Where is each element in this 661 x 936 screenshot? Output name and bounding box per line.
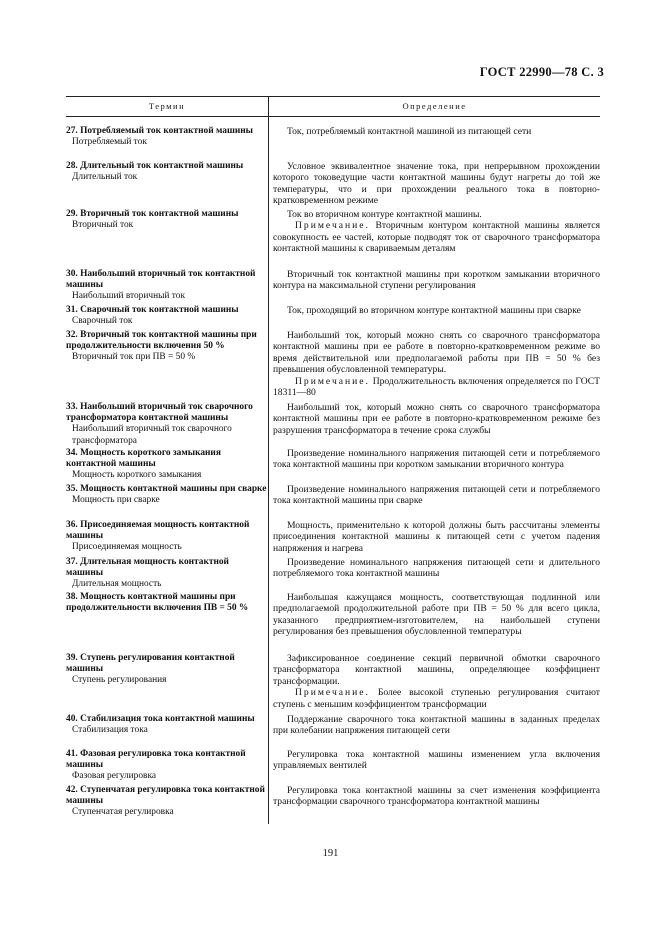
term-entry (66, 448, 267, 482)
definition-entry (273, 749, 600, 772)
term-name: 29. Вторичный ток контактной машины (66, 209, 239, 219)
term-name: 30. Наибольший вторичный ток контактной машины (66, 269, 256, 291)
term-entry (66, 714, 267, 736)
term-entry (66, 402, 267, 447)
definition-note (273, 376, 600, 399)
column-header-term: Термин (148, 101, 186, 111)
term-name: 39. Ступень регулирования контактной машины (66, 653, 235, 675)
term-short: Длительный ток (72, 172, 138, 183)
term-short: Сварочный ток (72, 316, 133, 327)
definition-text: Наибольшая кажущаяся мощность, соответствующая подлинной или предполагаемой продолжительной работе при ПВ = 50 % для всего цикла, указанного предприятием-изготовителем, на наибольшей ступени регулирования без превышения обусловленной температуры (273, 592, 600, 638)
definition-text: Мощность, применительно к которой должны быть рассчитаны элементы присоединения контактной машины к питающей сети с учетом падения напряжения и нагрева (273, 520, 600, 554)
definition-text: Произведение номинального напряжения питающей сети и потребляемого тока контактной машины при сварке (273, 484, 600, 507)
definition-text: Наибольший ток, который можно снять со сварочного трансформатора контактной машины при ее работе в повторно-кратковременном режиме без разрушения трансформатора в течение срока службы (273, 402, 600, 436)
term-short: Наибольший вторичный ток сварочного трансформатора (72, 424, 232, 446)
term-short: Вторичный ток при ПВ = 50 % (72, 352, 196, 363)
term-name: 35. Мощность контактной машины при сварке (66, 484, 267, 494)
document-header: ГОСТ 22990—78 С. 3 (479, 65, 604, 79)
term-name: 36. Присоединяемая мощность контактной машины (66, 520, 250, 542)
definition-text: Регулировка тока контактной машины за счет изменения коэффициента трансформации сварочного трансформатора контактной машины (273, 785, 600, 808)
term-entry (66, 126, 267, 148)
definition-entry (273, 520, 600, 554)
definition-entry (273, 592, 600, 638)
note-text: Вторичным контуром контактной машины является совокупность ее частей, которые подводят ток от сварочного трансформатора контактной машины к свариваемым деталям (273, 220, 600, 255)
note-label: Примечание. (295, 687, 370, 699)
definition-entry (273, 785, 600, 808)
term-entry (66, 269, 267, 303)
definition-text: Ток во вторичном контуре контактной машины. (287, 209, 482, 220)
term-name: 37. Длительная мощность контактной машины (66, 557, 229, 579)
definition-entry (273, 161, 600, 207)
definition-entry (273, 305, 600, 316)
definition-entry (273, 484, 600, 507)
page-number: 191 (322, 848, 339, 859)
term-short: Длительная мощность (72, 579, 162, 590)
note-label: Примечание. (295, 220, 370, 232)
term-short: Вторичный ток (72, 220, 134, 231)
term-entry (66, 592, 267, 614)
term-entry (66, 520, 267, 554)
term-name: 27. Потребляемый ток контактной машины (66, 126, 253, 136)
term-short: Мощность короткого замыкания (72, 470, 202, 481)
term-entry (66, 749, 267, 783)
term-name: 42. Ступенчатая регулировка тока контактной машины (66, 785, 265, 807)
term-short: Ступень регулирования (72, 675, 167, 686)
note-text: Продолжительность включения определяется по ГОСТ 18311—80 (273, 375, 601, 399)
term-entry (66, 305, 267, 327)
term-name: 38. Мощность контактной машины при продолжительности включения ПВ = 50 % (66, 592, 249, 614)
note-text: Более высокой ступенью регулирования считают ступень с меньшим коэффициентом трансформации (273, 687, 601, 710)
term-entry (66, 161, 267, 183)
term-name: 33. Наибольший вторичный ток сварочного трансформатора контактной машины (66, 402, 253, 424)
definition-text: Поддержание сварочного тока контактной машины в заданных пределах при колебании напряжения питающей сети (273, 714, 600, 737)
definition-entry (273, 448, 600, 471)
term-short: Стабилизация тока (72, 725, 148, 736)
definition-entry (273, 330, 600, 398)
definition-text: Ток, проходящий во вторичном контуре контактной машины при сварке (287, 305, 581, 316)
term-name: 32. Вторичный ток контактной машины при продолжительности включения 50 % (66, 330, 257, 352)
definition-text: Ток, потребляемый контактной машиной из питающей сети (287, 126, 532, 137)
definition-entry (273, 126, 600, 137)
term-short: Наибольший вторичный ток (72, 291, 185, 302)
term-short: Мощность при сварке (72, 495, 160, 506)
definition-entry (273, 653, 600, 710)
term-entry (66, 557, 267, 591)
term-entry (66, 785, 267, 819)
term-short: Ступенчатая регулировка (72, 807, 174, 818)
column-header-definition: Определение (402, 101, 467, 111)
term-name: 34. Мощность короткого замыкания контактной машины (66, 448, 221, 470)
definition-entry (273, 269, 600, 292)
definition-note (273, 687, 600, 710)
term-entry (66, 484, 267, 506)
term-entry (66, 330, 267, 364)
definition-entry (273, 209, 600, 255)
term-name: 41. Фазовая регулировка тока контактной машины (66, 749, 246, 771)
term-name: 31. Сварочный ток контактной машины (66, 305, 239, 315)
term-name: 40. Стабилизация тока контактной машины (66, 714, 255, 724)
definition-text: Условное эквивалентное значение тока, при непрерывном прохождении которого токоведущие части контактной машины будут нагреты до той же температуры, что и при прохождении реального тока в повторно-кратковременном режиме (273, 161, 600, 207)
note-label: Примечание. (295, 375, 370, 387)
definition-text: Наибольший ток, который можно снять со сварочного трансформатора контактной машины при ее работе в повторно-кратковременном режиме во время действительной или предполагаемой работы при ПВ = 50 % без превышения обусловленной температуры. (273, 330, 600, 376)
definition-note (273, 220, 600, 254)
term-short: Потребляемый ток (72, 137, 147, 148)
table-header-rule (66, 116, 600, 117)
definition-text: Регулировка тока контактной машины изменением угла включения управляемых вентилей (273, 749, 600, 772)
term-name: 28. Длительный ток контактной машины (66, 161, 244, 171)
column-divider (268, 96, 269, 824)
definition-text: Произведение номинального напряжения питающей сети и длительного потребляемого тока контактной машины (273, 557, 600, 580)
definition-entry (273, 557, 600, 580)
definition-text: Произведение номинального напряжения питающей сети и потребляемого тока контактной машины при коротком замыкании вторичного контура (273, 448, 600, 471)
term-short: Присоединяемая мощность (72, 542, 182, 553)
definition-entry (273, 714, 600, 737)
definition-text: Вторичный ток контактной машины при коротком замыкании вторичного контура на максимальной ступени регулирования (273, 269, 600, 292)
term-entry (66, 653, 267, 687)
definition-entry (273, 402, 600, 436)
definition-text: Зафиксированное соединение секций первичной обмотки сварочного трансформатора контактной машины, определяющее коэффициент трансформации. (273, 653, 600, 687)
term-short: Фазовая регулировка (72, 771, 157, 782)
term-entry (66, 209, 267, 231)
table-top-rule (66, 96, 600, 97)
